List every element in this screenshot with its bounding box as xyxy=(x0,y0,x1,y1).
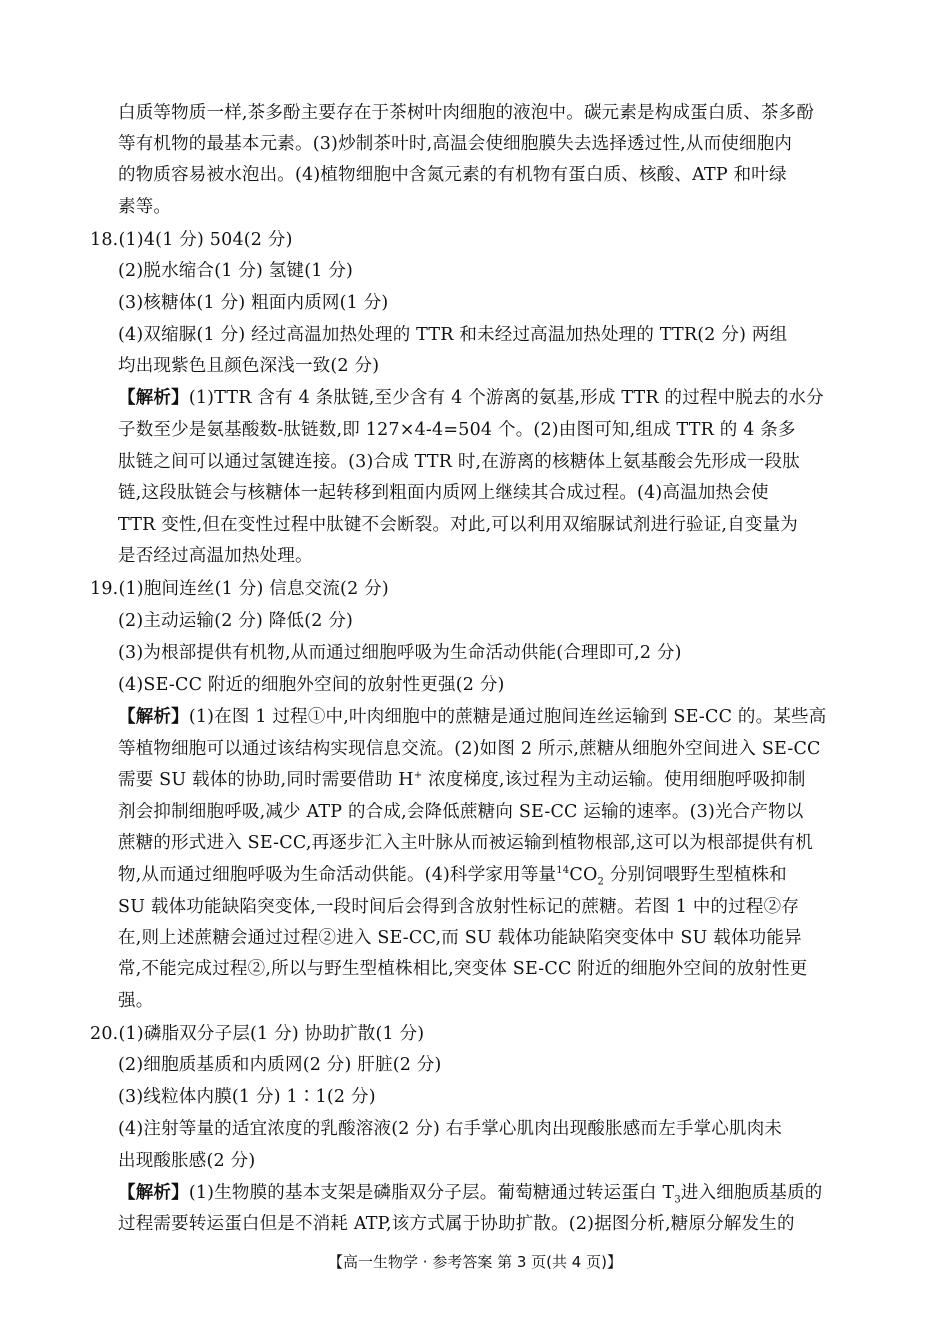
q18-answer-2: (2)脱水缩合(1 分) 氢键(1 分) xyxy=(118,261,354,281)
t3-subscript: 3 xyxy=(674,1194,681,1206)
page-footer: 【高一生物学 · 参考答案 第 3 页(共 4 页)】 xyxy=(328,1253,622,1271)
q19-answer-1-text: (1)胞间连丝(1 分) 信息交流(2 分) xyxy=(118,579,389,599)
q19-exp6-part-a: 物,从而通过细胞呼吸为生命活动供能。(4)科学家用等量 xyxy=(118,865,557,885)
q20-answer-3: (3)线粒体内膜(1 分) 1∶1(2 分) xyxy=(118,1087,376,1107)
q19-explanation-text-1: (1)在图 1 过程①中,叶肉细胞中的蔗糖是通过胞间连丝运输到 SE-CC 的。某些高 xyxy=(188,707,827,727)
q20-answer-2: (2)细胞质基质和内质网(2 分) 肝脏(2 分) xyxy=(118,1055,442,1075)
q18-explanation-line-4: 链,这段肽链会与核糖体一起转移到粗面内质网上继续其合成过程。(4)高温加热会使 xyxy=(118,483,769,503)
q19-exp6-part-c: 分别饲喂野生型植株和 xyxy=(604,865,787,885)
co2-subscript: 2 xyxy=(597,876,605,888)
q19-explanation-line-10: 强。 xyxy=(118,991,154,1011)
q20-explanation-line-1 xyxy=(118,1181,823,1205)
q19-exp3-part-a: 需要 SU 载体的协助,同时需要借助 H xyxy=(118,770,414,790)
q19-explanation-line-3 xyxy=(118,768,806,792)
q19-explanation-line-6 xyxy=(118,863,787,887)
q17-explanation-line-1: 白质等物质一样,茶多酚主要存在于茶树叶肉细胞的液泡中。碳元素是构成蛋白质、茶多酚 xyxy=(118,103,815,123)
q18-explanation-line-5: TTR 变性,但在变性过程中肽键不会断裂。对此,可以利用双缩脲试剂进行验证,自变量为 xyxy=(118,515,798,535)
q18-explanation-line-2: 子数至少是氨基酸数-肽链数,即 127×4-4=504 个。(2)由图可知,组成 TTR 的 4 条多 xyxy=(118,420,796,440)
q18-answer-4-line-2: 均出现紫色且颜色深浅一致(2 分) xyxy=(118,356,380,376)
q19-number: 19. xyxy=(90,579,119,599)
q18-explanation-text-1: (1)TTR 含有 4 条肽链,至少含有 4 个游离的氨基,形成 TTR 的过程中脱去的水分 xyxy=(188,388,824,408)
isotope-superscript: 14 xyxy=(556,865,570,877)
q18-number: 18. xyxy=(90,230,119,250)
q19-answer-1 xyxy=(90,577,389,601)
q18-explanation-line-1 xyxy=(118,386,824,410)
q19-exp3-part-b: 浓度梯度,该过程为主动运输。使用细胞呼吸抑制 xyxy=(422,770,806,790)
analysis-tag: 【解析】 xyxy=(118,1183,189,1203)
q19-answer-4: (4)SE-CC 附近的细胞外空间的放射性更强(2 分) xyxy=(118,675,505,695)
q20-exp1-part-a: (1)生物膜的基本支架是磷脂双分子层。葡萄糖通过转运蛋白 T xyxy=(188,1183,675,1203)
co2-formula: CO xyxy=(569,865,598,885)
q18-answer-3: (3)核糖体(1 分) 粗面内质网(1 分) xyxy=(118,293,389,313)
q19-explanation-line-9: 常,不能完成过程②,所以与野生型植株相比,突变体 SE-CC 附近的细胞外空间的放射性更 xyxy=(118,959,808,979)
q17-explanation-line-4: 素等。 xyxy=(118,197,172,217)
analysis-tag: 【解析】 xyxy=(118,707,189,727)
analysis-tag: 【解析】 xyxy=(118,388,189,408)
h-plus-superscript: + xyxy=(413,770,423,782)
q20-exp1-part-b: 进入细胞质基质的 xyxy=(680,1183,823,1203)
q20-answer-1 xyxy=(90,1022,424,1046)
q19-explanation-line-5: 蔗糖的形式进入 SE-CC,再逐步汇入主叶脉从而被运输到植物根部,这可以为根部提供有机 xyxy=(118,833,813,853)
q20-answer-4-line-2: 出现酸胀感(2 分) xyxy=(118,1151,256,1171)
q18-answer-1-text: (1)4(1 分) 504(2 分) xyxy=(118,230,293,250)
q20-number: 20. xyxy=(90,1024,119,1044)
q19-explanation-line-4: 剂会抑制细胞呼吸,减少 ATP 的合成,会降低蔗糖向 SE-CC 运输的速率。(3)光合产物以 xyxy=(118,802,804,822)
q18-explanation-line-6: 是否经过高温加热处理。 xyxy=(118,546,313,566)
q20-answer-1-text: (1)磷脂双分子层(1 分) 协助扩散(1 分) xyxy=(118,1024,425,1044)
q19-explanation-line-7: SU 载体功能缺陷突变体,一段时间后会得到含放射性标记的蔗糖。若图 1 中的过程②存 xyxy=(118,897,800,917)
q20-explanation-line-2: 过程需要转运蛋白但是不消耗 ATP,该方式属于协助扩散。(2)据图分析,糖原分解发生的 xyxy=(118,1214,795,1234)
q19-explanation-line-8: 在,则上述蔗糖会通过过程②进入 SE-CC,而 SU 载体功能缺陷突变体中 SU 载体功能异 xyxy=(118,928,802,948)
q17-explanation-line-3: 的物质容易被水泡出。(4)植物细胞中含氮元素的有机物有蛋白质、核酸、ATP 和叶绿 xyxy=(118,165,787,185)
q19-answer-2: (2)主动运输(2 分) 降低(2 分) xyxy=(118,611,354,631)
q18-answer-1 xyxy=(90,228,293,252)
q18-answer-4-line-1: (4)双缩脲(1 分) 经过高温加热处理的 TTR 和未经过高温加热处理的 TTR(2 分) 两组 xyxy=(118,325,788,345)
q17-explanation-line-2: 等有机物的最基本元素。(3)炒制茶叶时,高温会使细胞膜失去选择透过性,从而使细胞内 xyxy=(118,134,793,154)
q18-explanation-line-3: 肽链之间可以通过氢键连接。(3)合成 TTR 时,在游离的核糖体上氨基酸会先形成一段肽 xyxy=(118,452,800,472)
q20-answer-4-line-1: (4)注射等量的适宜浓度的乳酸溶液(2 分) 右手掌心肌肉出现酸胀感而左手掌心肌肉未 xyxy=(118,1119,783,1139)
q19-explanation-line-2: 等植物细胞可以通过该结构实现信息交流。(2)如图 2 所示,蔗糖从细胞外空间进入 SE-CC xyxy=(118,739,821,759)
q19-answer-3: (3)为根部提供有机物,从而通过细胞呼吸为生命活动供能(合理即可,2 分) xyxy=(118,643,682,663)
q19-explanation-line-1 xyxy=(118,705,826,729)
